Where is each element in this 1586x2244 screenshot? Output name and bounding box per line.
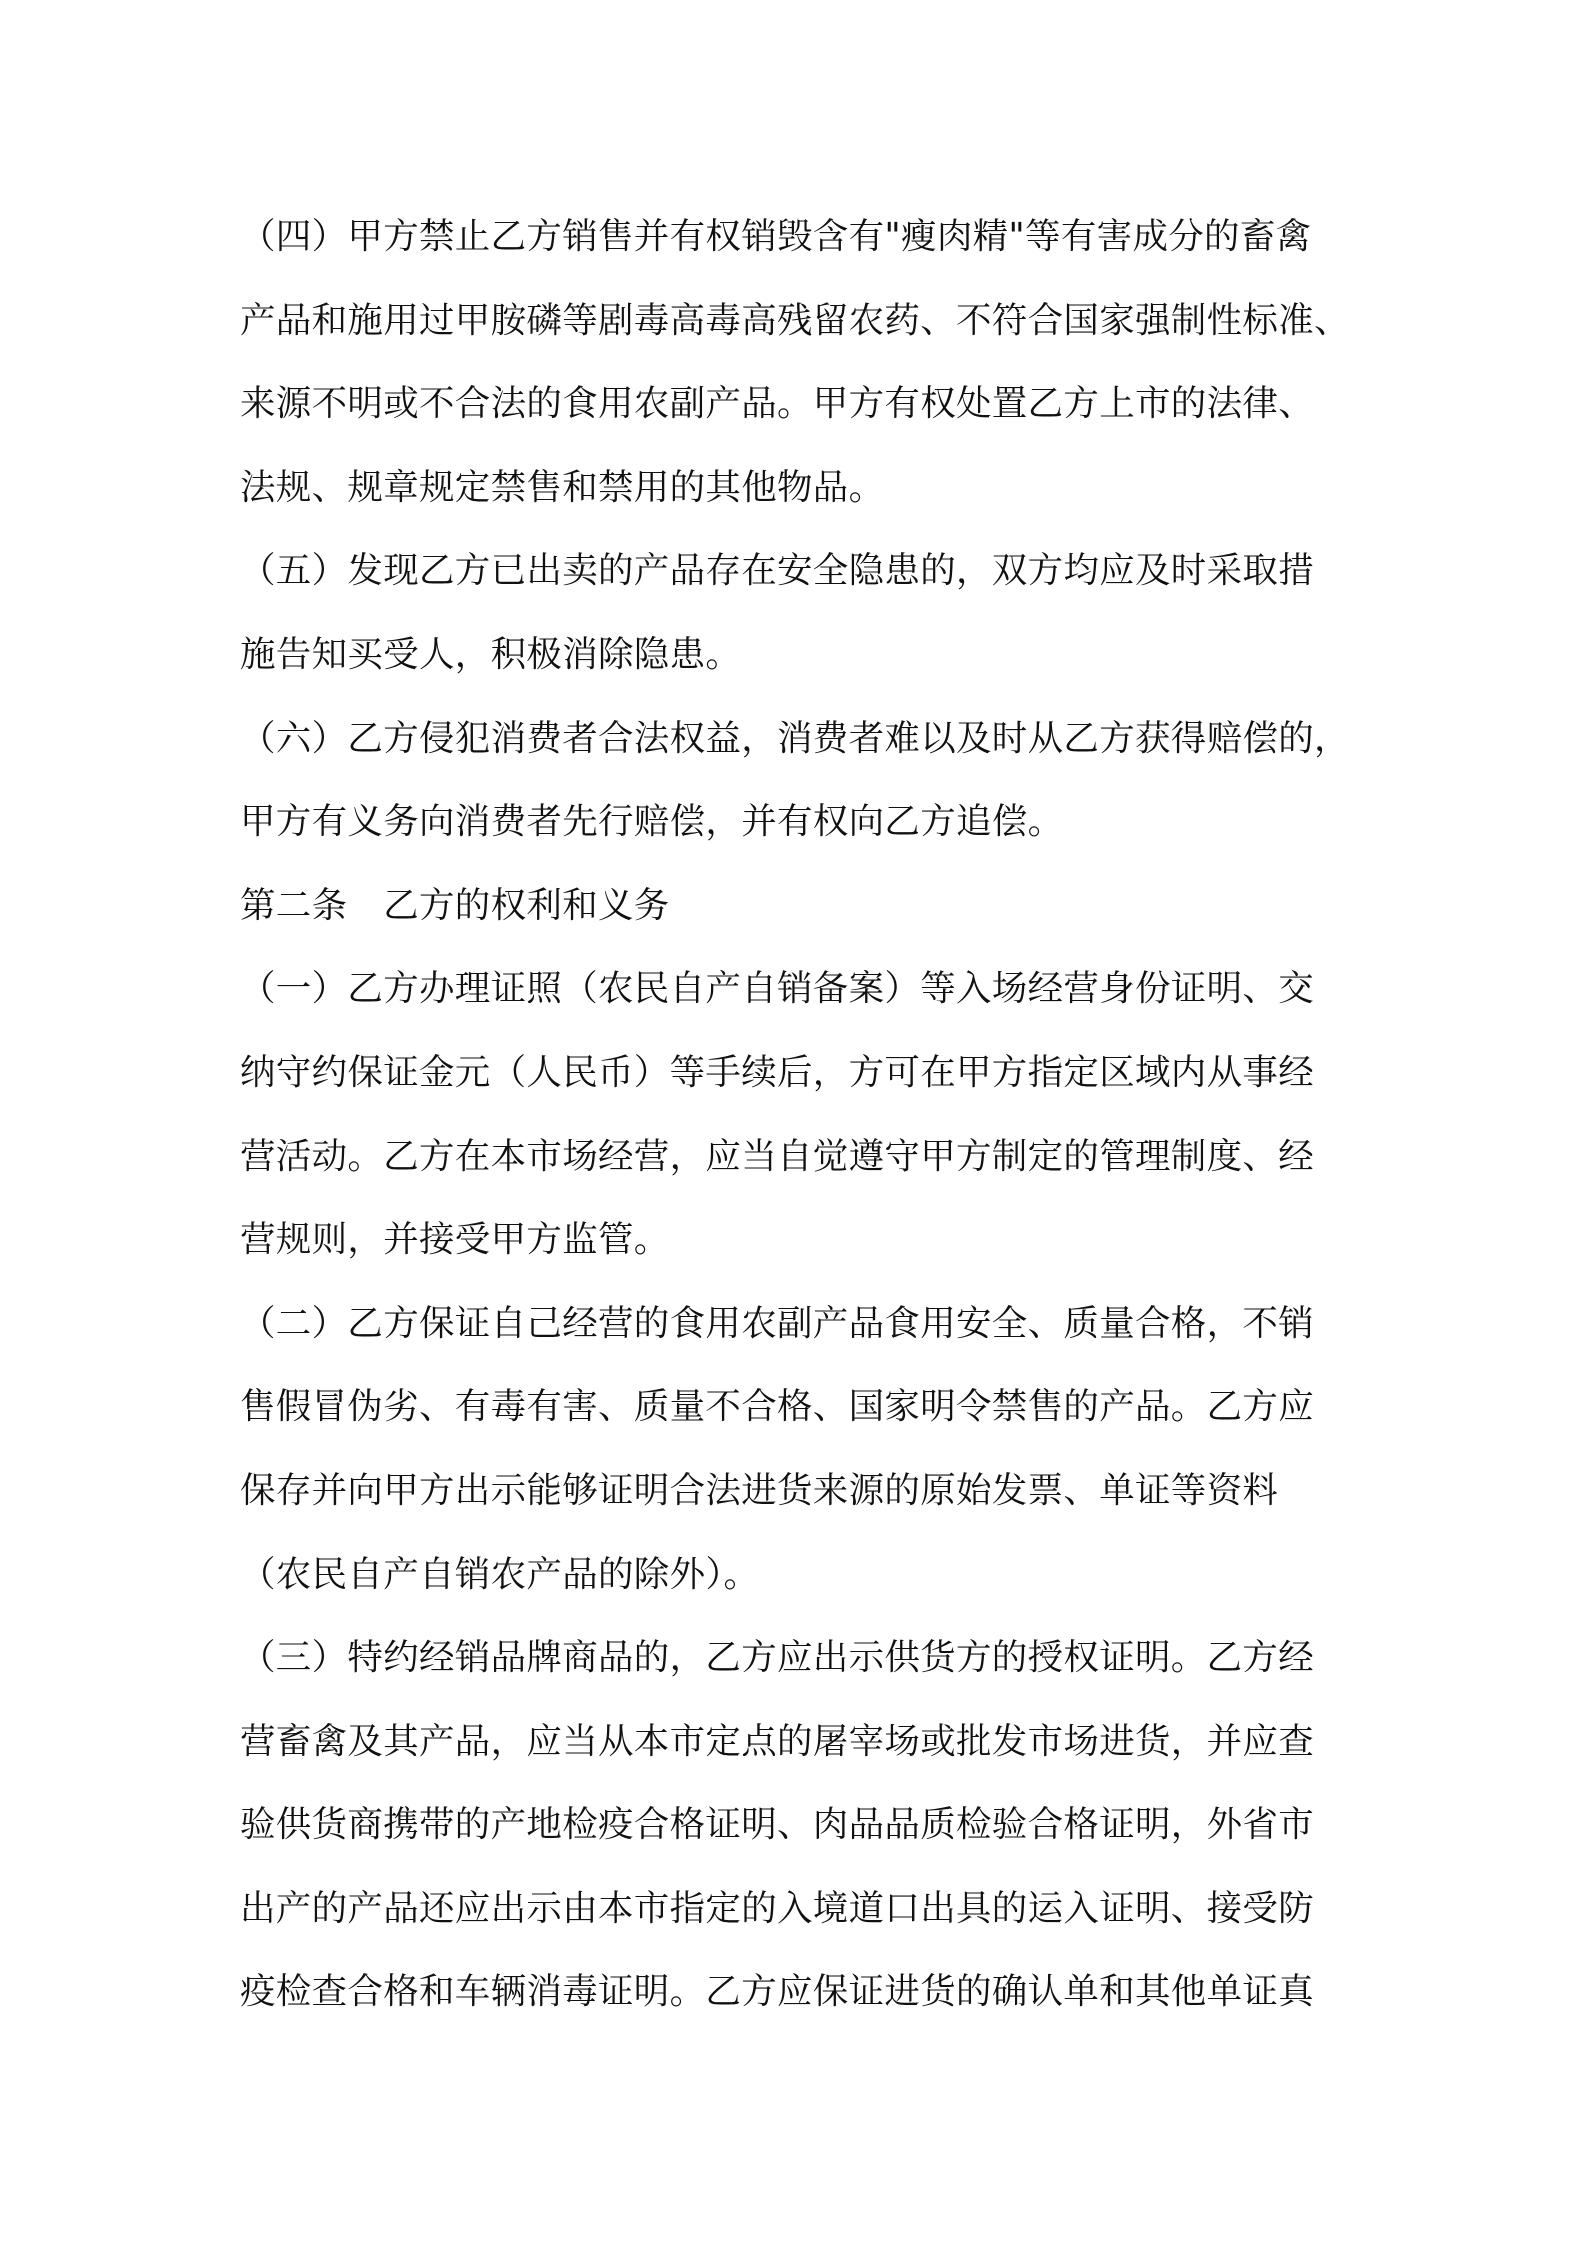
- contract-text: [240, 195, 1370, 2034]
- text-line: （一）乙方办理证照（农民自产自销备案）等入场经营身份证明、交: [240, 968, 1315, 1010]
- text-line: 法规、规章规定禁售和禁用的其他物品。: [240, 466, 885, 508]
- text-line: （五）发现乙方已出卖的产品存在安全隐患的，双方均应及时采取措: [240, 550, 1315, 592]
- text-line: 保存并向甲方出示能够证明合法进货来源的原始发票、单证等资料: [240, 1469, 1279, 1511]
- text-line: （三）特约经销品牌商品的，乙方应出示供货方的授权证明。乙方经: [240, 1637, 1315, 1679]
- text-line: 疫检查合格和车辆消毒证明。乙方应保证进货的确认单和其他单证真: [240, 1971, 1315, 2013]
- text-line: 营规则，并接受甲方监管。: [240, 1219, 670, 1261]
- text-line: 验供货商携带的产地检疫合格证明、肉品品质检验合格证明，外省市: [240, 1804, 1315, 1846]
- text-line: 甲方有义务向消费者先行赔偿，并有权向乙方追偿。: [240, 801, 1064, 843]
- text-line: （二）乙方保证自己经营的食用农副产品食用安全、质量合格，不销: [240, 1302, 1315, 1344]
- text-line: 营活动。乙方在本市场经营，应当自觉遵守甲方制定的管理制度、经: [240, 1135, 1315, 1177]
- section-heading: 第二条 乙方的权利和义务: [240, 884, 670, 926]
- text-line: 来源不明或不合法的食用农副产品。甲方有权处置乙方上市的法律、: [240, 383, 1315, 425]
- text-line: （六）乙方侵犯消费者合法权益，消费者难以及时从乙方获得赔偿的，: [240, 717, 1350, 759]
- text-line: 纳守约保证金元（人民币）等手续后，方可在甲方指定区域内从事经: [240, 1051, 1315, 1093]
- text-line: （四）甲方禁止乙方销售并有权销毁含有"瘦肉精"等有害成分的畜禽: [240, 216, 1312, 257]
- text-line: 出产的产品还应出示由本市指定的入境道口出具的运入证明、接受防: [240, 1887, 1315, 1929]
- text-line: 售假冒伪劣、有毒有害、质量不合格、国家明令禁售的产品。乙方应: [240, 1386, 1315, 1428]
- text-line: 营畜禽及其产品，应当从本市定点的屠宰场或批发市场进货，并应查: [240, 1720, 1315, 1762]
- text-line: （农民自产自销农产品的除外）。: [240, 1553, 760, 1595]
- text-line: 施告知买受人，积极消除隐患。: [240, 633, 742, 675]
- text-line: 产品和施用过甲胺磷等剧毒高毒高残留农药、不符合国家强制性标准、: [240, 299, 1350, 341]
